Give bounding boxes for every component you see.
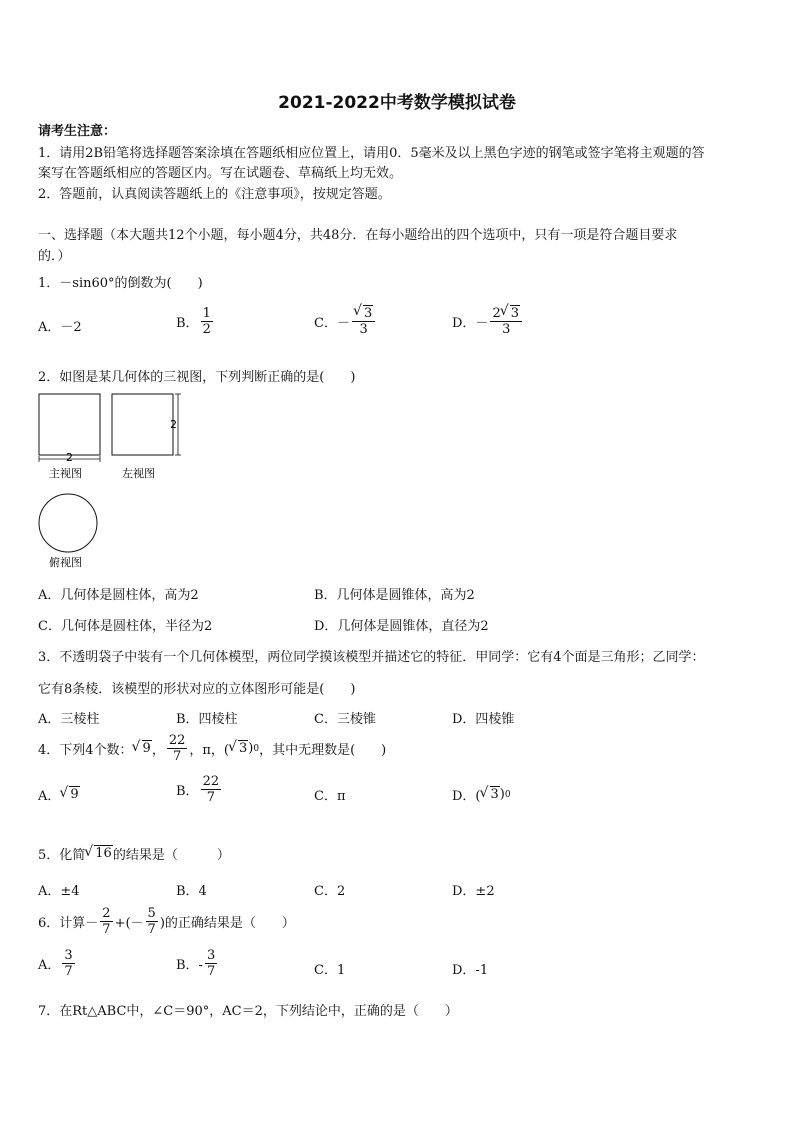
q1-option-b: B． $\frac{1}{2}$: [176, 306, 211, 337]
q4-option-b: B． $\frac{22}{7}$: [176, 774, 220, 805]
q7-stem: 7．在Rt△ABC中，∠C＝90°，AC＝2，下列结论中，正确的是（ ）: [38, 1004, 458, 1019]
section-heading-line-1: 一、选择题（本大题共12个小题，每小题4分，共48分．在每小题给出的四个选项中，只有一项是符合题目要求: [38, 228, 678, 243]
notice-line-3: 2．答题前，认真阅读答题纸上的《注意事项》，按规定答题。: [38, 187, 391, 202]
q2-option-d: D．几何体是圆锥体，直径为2: [314, 619, 489, 634]
q5-option-c: C．2: [314, 884, 346, 899]
front-view-label: 主视图: [49, 467, 82, 480]
q2-option-c: C．几何体是圆柱体，半径为2: [38, 619, 213, 634]
q1-option-c: C．－ √ $\frac{3}{3}$: [314, 306, 377, 337]
q6-stem: 6．计算－ $\frac{2}{7}$ +(－ $\frac{5}{7}$ )的正确结果是（ ）: [38, 906, 295, 937]
section-heading-line-2: 的．）: [38, 249, 71, 264]
q3-option-b: B．四棱柱: [176, 712, 238, 727]
q4-stem: 4．下列4个数： √ 9 ， $\frac{22}{7}$ ，π，( √ 3 ) 0 ，其中无理数是( ): [38, 733, 386, 764]
q3-option-a: A．三棱柱: [38, 712, 100, 727]
q6-option-d: D．-1: [452, 963, 489, 978]
left-view-square: [112, 394, 173, 455]
notice-heading: 请考生注意：: [38, 124, 117, 139]
q6-option-c: C．1: [314, 963, 346, 978]
left-view-label: 左视图: [122, 467, 155, 480]
q2-stem: 2．如图是某几何体的三视图，下列判断正确的是( ): [38, 370, 356, 385]
q4-option-a: A． √ 9: [38, 785, 80, 804]
q6-option-a: A． $\frac{3}{7}$: [38, 948, 73, 979]
left-dim-label: 2: [170, 418, 177, 431]
q6-option-b: B．- $\frac{3}{7}$: [176, 948, 216, 979]
q2-option-a: A．几何体是圆柱体，高为2: [38, 588, 199, 603]
three-views-figure: [36, 390, 196, 572]
page-title: 2021-2022中考数学模拟试卷: [278, 93, 516, 113]
front-dim-label: 2: [66, 451, 73, 464]
q5-option-d: D．±2: [452, 884, 495, 899]
q3-option-d: D．四棱锥: [452, 712, 515, 727]
q5-option-b: B．4: [176, 884, 207, 899]
notice-line-1: 1．请用2B铅笔将选择题答案涂填在答题纸相应位置上，请用0．5毫米及以上黑色字迹的钢笔或签字笔将主观题的答: [38, 146, 705, 161]
q1-stem: 1．－sin60°的倒数为( ): [38, 276, 203, 291]
q1-option-d: D．－ $\frac{2√ 3}{3}$: [452, 306, 524, 337]
q5-option-a: A．±4: [38, 884, 80, 899]
q3-stem-line-2: 它有8条棱．该模型的形状对应的立体图形可能是( ): [38, 682, 356, 697]
top-view-circle: [39, 494, 97, 552]
q3-option-c: C．三棱锥: [314, 712, 376, 727]
front-view-square: [39, 394, 100, 455]
q2-option-b: B．几何体是圆锥体，高为2: [314, 588, 475, 603]
top-view-label: 俯视图: [49, 556, 82, 569]
q4-option-d: D．( √ 3 ) 0: [452, 785, 511, 804]
q4-option-c: C．π: [314, 789, 346, 804]
q1-option-a: A．－2: [38, 320, 82, 335]
q5-stem: 5．化简 √ 16 的结果是（ ）: [38, 844, 230, 863]
notice-line-2: 案写在答题纸相应的答题区内。写在试题卷、草稿纸上均无效。: [38, 166, 403, 181]
q3-stem-line-1: 3．不透明袋子中装有一个几何体模型，两位同学摸该模型并描述它的特征．甲同学：它有4个面是三角形；乙同学：: [38, 650, 705, 665]
